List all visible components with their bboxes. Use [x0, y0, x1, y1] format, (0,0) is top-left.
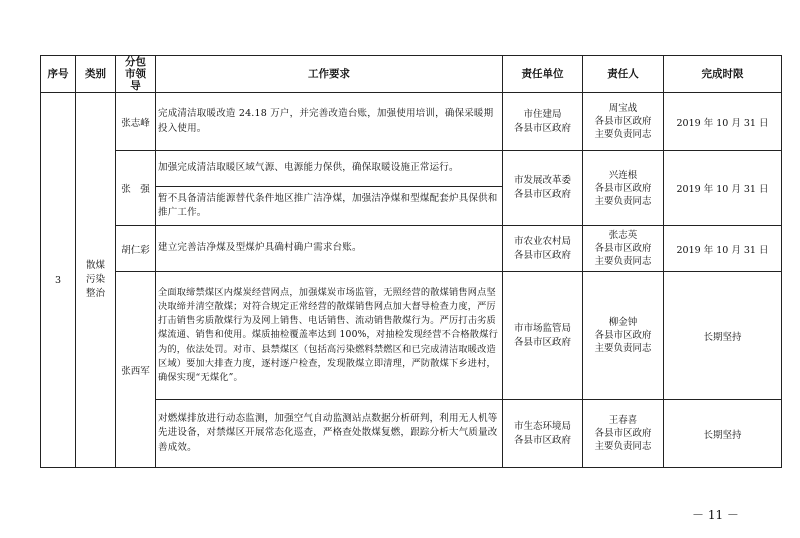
requirement-cell: 加强完成清洁取暖区域气源、电源能力保供，确保取暖设施正常运行。: [156, 151, 503, 187]
requirement-cell: 完成清洁取暖改造 24.18 万户，并完善改造台账，加强使用培训，确保采暖期投入使用。: [156, 93, 503, 151]
table-row: [41, 272, 782, 400]
unit-cell: 市住建局 各县市区政府: [503, 93, 583, 151]
header-person: 责任人: [583, 56, 664, 93]
person-cell: 柳金钟 各县市区政府 主要负责同志: [583, 272, 664, 400]
unit-cell: 市生态环境局 各县市区政府: [503, 400, 583, 468]
table-row: [41, 226, 782, 272]
leader-cell: 胡仁彩: [116, 226, 156, 272]
table-row: [41, 151, 782, 187]
header-index: 序号: [41, 56, 76, 93]
work-table: [40, 55, 782, 468]
requirement-cell: 对燃煤排放进行动态监测，加强空气自动监测站点数据分析研判，利用无人机等先进设备，对禁煤区开展常态化巡查，严格查处散煤复燃，跟踪分析大气质量改善成效。: [156, 400, 503, 468]
unit-cell: 市市场监管局 各县市区政府: [503, 272, 583, 400]
deadline-cell: 2019 年 10 月 31 日: [664, 151, 782, 226]
row-index: 3: [41, 93, 76, 468]
leader-cell: 张志峰: [116, 93, 156, 151]
header-category: 类别: [76, 56, 116, 93]
leader-cell: 张 强: [116, 151, 156, 226]
deadline-cell: 2019 年 10 月 31 日: [664, 93, 782, 151]
person-cell: 兴连根 各县市区政府 主要负责同志: [583, 151, 664, 226]
requirement-cell: 全面取缔禁煤区内煤炭经营网点，加强煤炭市场监管，无照经营的散煤销售网点坚决取缔并清空散煤；对符合规定正常经营的散煤销售网点加大督导检查力度，严厉打击销售劣质散煤行为及网上销售、电话销售、流动销售散煤行为。严厉打击劣质煤流通、销售和使用。煤质抽检覆盖率达到 100%，对抽检发现经营不合格散煤行为的，依法处罚。对市、县禁煤区（包括高污染燃料禁燃区和已完成清洁取暖改造区域）要加大排查力度，逐村逐户检查，发现散煤立即清理，严防散煤下乡进村，确保实现“无煤化”。: [156, 272, 503, 400]
unit-cell: 市农业农村局 各县市区政府: [503, 226, 583, 272]
header-deadline: 完成时限: [664, 56, 782, 93]
leader-cell: 张西军: [116, 272, 156, 468]
person-cell: 周宝战 各县市区政府 主要负责同志: [583, 93, 664, 151]
requirement-cell: 建立完善洁净煤及型煤炉具确村确户需求台账。: [156, 226, 503, 272]
header-leader: 分包市领导: [116, 56, 156, 93]
table-row: [41, 93, 782, 151]
unit-cell: 市发展改革委 各县市区政府: [503, 151, 583, 226]
row-category: 散煤污染整治: [76, 93, 116, 468]
page-number: － 11 －: [692, 508, 739, 522]
requirement-cell: 暂不具备清洁能源替代条件地区推广洁净煤，加强洁净煤和型煤配套炉具保供和推广工作。: [156, 187, 503, 226]
person-cell: 王春喜 各县市区政府 主要负责同志: [583, 400, 664, 468]
deadline-cell: 长期坚持: [664, 400, 782, 468]
header-unit: 责任单位: [503, 56, 583, 93]
person-cell: 张志英 各县市区政府 主要负责同志: [583, 226, 664, 272]
deadline-cell: 长期坚持: [664, 272, 782, 400]
header-row: [41, 56, 782, 93]
deadline-cell: 2019 年 10 月 31 日: [664, 226, 782, 272]
header-requirement: 工作要求: [156, 56, 503, 93]
